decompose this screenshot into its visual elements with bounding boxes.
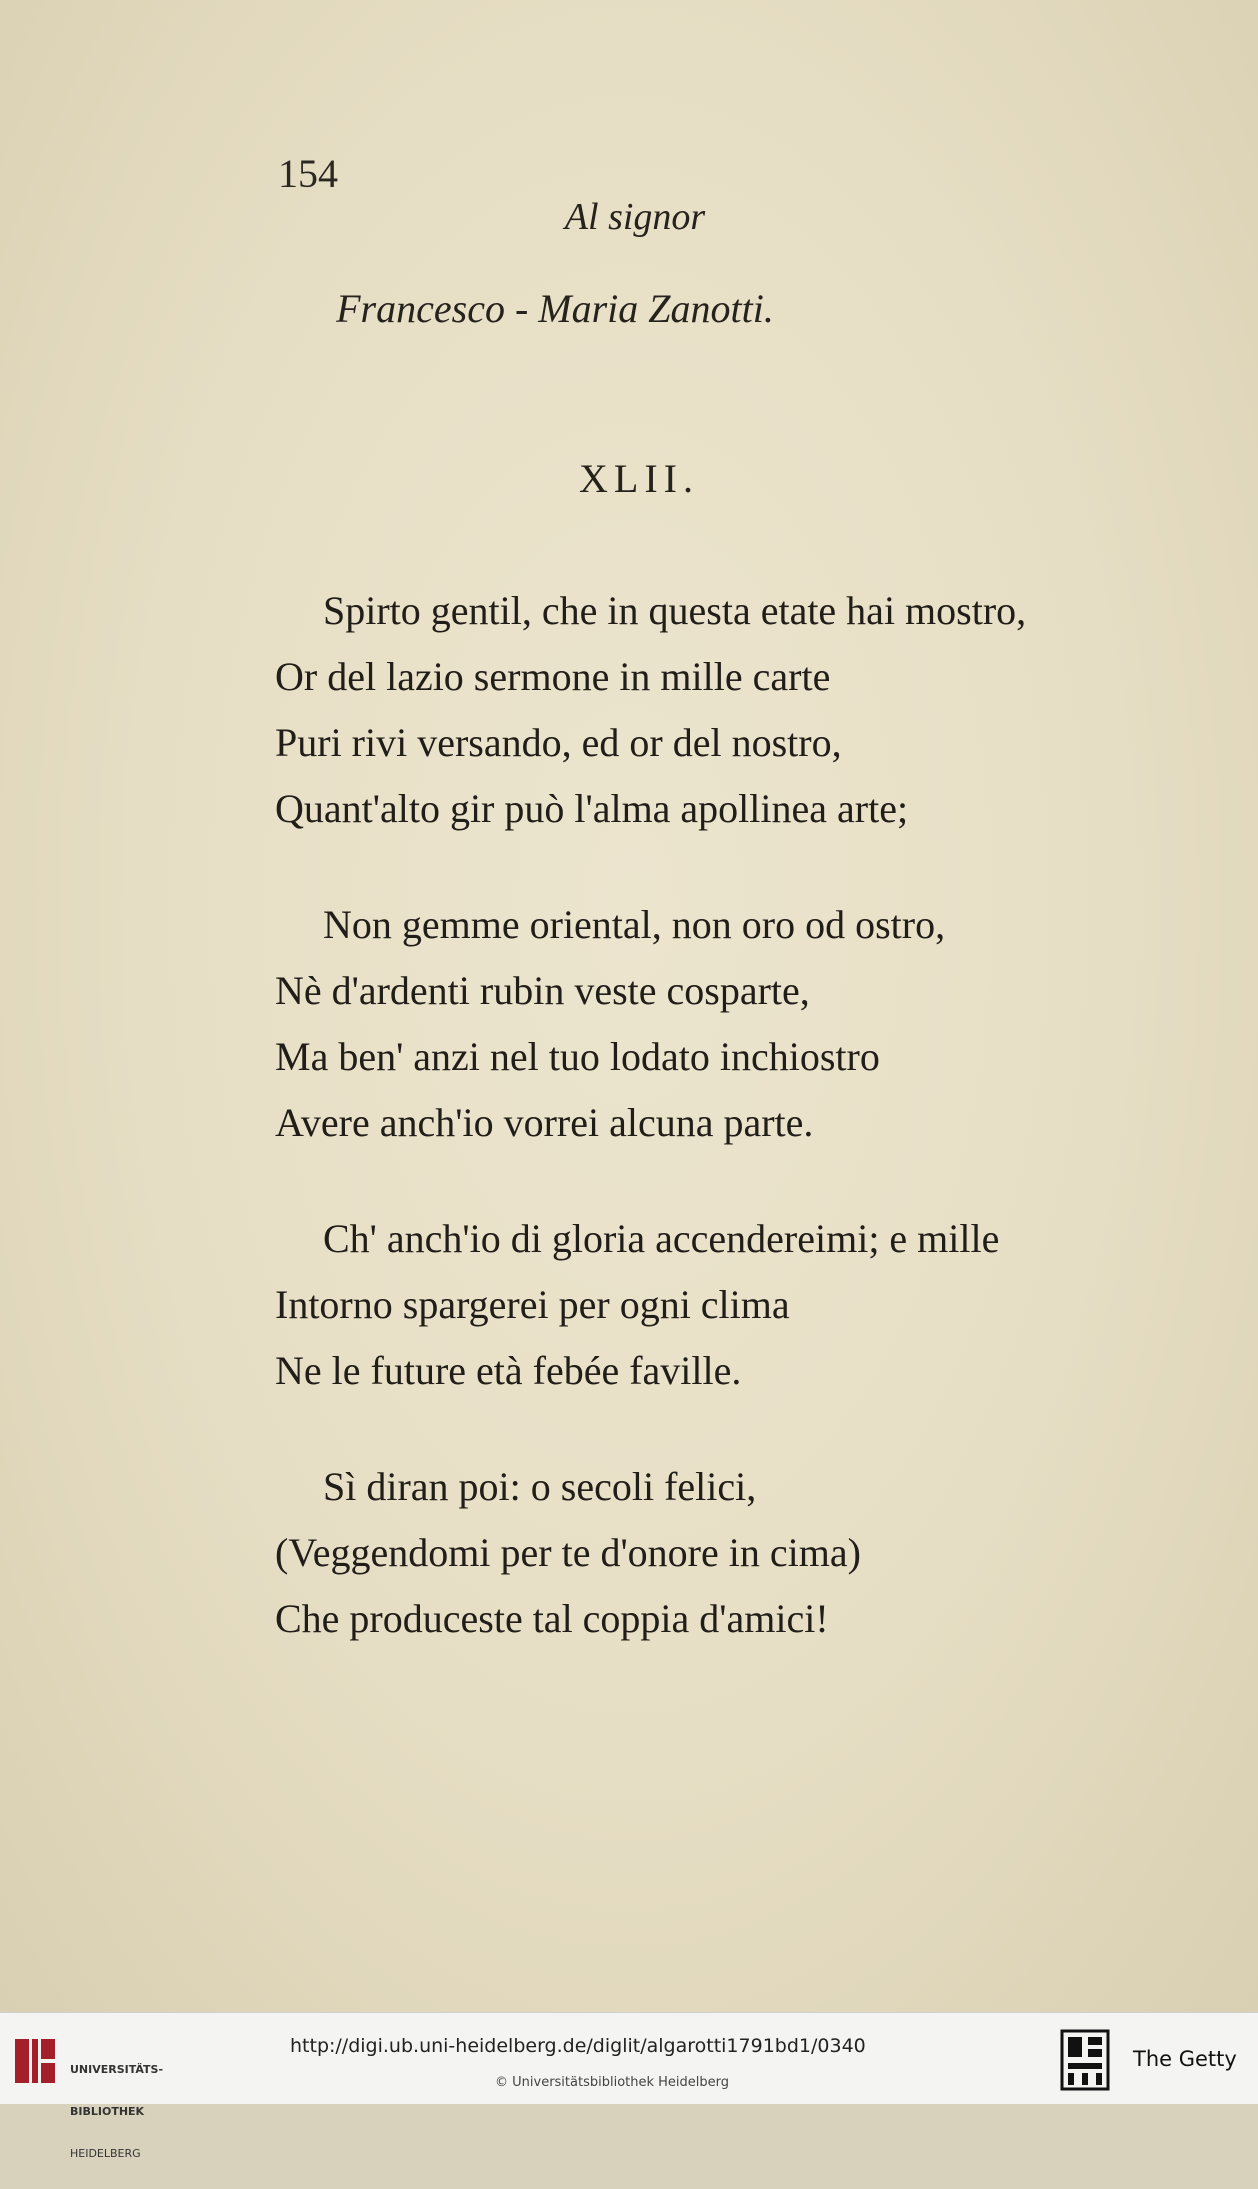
getty-logo-icon	[1060, 2029, 1110, 2091]
poem-line: Avere anch'io vorrei alcuna parte.	[275, 1100, 814, 1145]
sponsor-name: The Getty	[1133, 2047, 1237, 2071]
poem-line: (Veggendomi per te d'onore in cima)	[275, 1530, 861, 1575]
poem-line: Puri rivi versando, ed or del nostro,	[275, 720, 842, 765]
poem-line: Ma ben' anzi nel tuo lodato inchiostro	[275, 1034, 880, 1079]
stanza-3	[275, 1206, 1215, 1404]
dedication-line-2: Francesco - Maria Zanotti.	[336, 286, 774, 331]
stanza-1	[275, 578, 1215, 842]
stanza-4	[275, 1454, 1215, 1652]
library-name-line-3: HEIDELBERG	[70, 2147, 141, 2160]
poem-line: Or del lazio sermone in mille carte	[275, 654, 831, 699]
copyright-notice: © Universitätsbibliothek Heidelberg	[495, 2075, 730, 2090]
viewer-footer	[0, 2012, 1258, 2160]
poem-number: XLII.	[579, 456, 699, 501]
university-library-logo-icon	[12, 2035, 58, 2087]
permalink-url[interactable]: http://digi.ub.uni-heidelberg.de/diglit/algarotti1791bd1/0340	[290, 2035, 866, 2057]
poem-line: Non gemme oriental, non oro od ostro,	[323, 902, 946, 947]
poem-line: Quant'alto gir può l'alma apollinea arte;	[275, 786, 909, 831]
stanza-2	[275, 892, 1215, 1156]
dedication-line-1: Al signor	[564, 196, 706, 238]
page-number: 154	[278, 151, 338, 196]
poem-line: Intorno spargerei per ogni clima	[275, 1282, 790, 1327]
library-name-line-1: UNIVERSITÄTS-	[70, 2063, 164, 2076]
poem-line: Nè d'ardenti rubin veste cosparte,	[275, 968, 810, 1013]
poem-line: Sì diran poi: o secoli felici,	[323, 1464, 757, 1509]
poem-line: Ch' anch'io di gloria accendereimi; e mille	[323, 1216, 1000, 1261]
library-name	[70, 2035, 163, 2189]
library-name-line-2: BIBLIOTHEK	[70, 2105, 145, 2118]
poem-line: Che produceste tal coppia d'amici!	[275, 1596, 829, 1641]
poem-line: Spirto gentil, che in questa etate hai mostro,	[323, 588, 1027, 633]
poem-line: Ne le future età febée faville.	[275, 1348, 742, 1393]
poem-body	[275, 578, 1215, 1702]
